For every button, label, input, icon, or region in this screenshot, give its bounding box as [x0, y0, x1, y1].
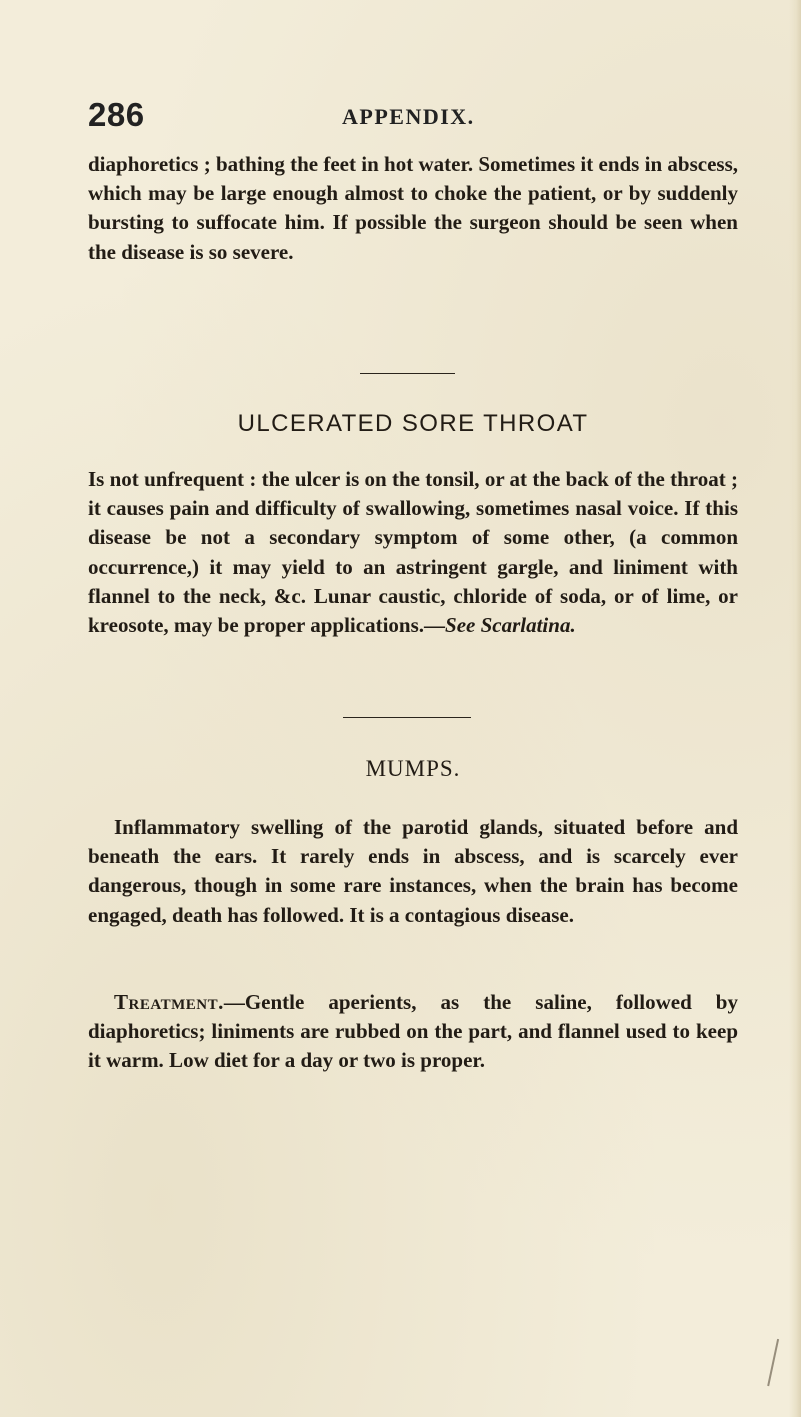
intro-paragraph: diaphoretics ; bathing the feet in hot water. Sometimes it ends in abscess, which may be large enough almost to choke the patient, or by suddenly bursting to suffocate him. If possible the surgeon should be seen when the disease is so severe. — [88, 152, 738, 264]
page-number: 286 — [88, 96, 145, 133]
running-title: APPENDIX. — [342, 104, 475, 129]
see-also-dash: — — [424, 613, 446, 638]
treatment-label: Treatment. — [114, 990, 224, 1014]
body-text: Is not unfrequent : the ulcer is on the tonsil, or at the back of the throat ; it causes pain and difficulty of swallowing, sometimes nasal voice. If this disease be not a secondary symptom of some other, (a common occurrence,) it may yield to an astringent gargle, and liniment with flannel to the neck, &c. Lunar caustic, chloride of soda, or of lime, or kreosote, may be proper applications. — [88, 467, 738, 638]
section-body-ulcerated-sore-throat — [88, 465, 738, 640]
page-edge — [789, 0, 801, 1417]
section-heading-mumps: MUMPS. — [365, 756, 461, 781]
section-heading-ulcerated-sore-throat: ULCERATED SORE THROAT — [237, 410, 589, 437]
see-also-reference: See Scarlatina. — [445, 613, 576, 638]
treatment-text: —Gentle aperients, as the saline, followed by diaphoretics; liniments are rubbed on the part, and flannel used to keep it warm. Low diet for a day or two is proper. — [88, 990, 738, 1073]
treatment-paragraph — [88, 988, 738, 1076]
section-divider — [343, 717, 471, 718]
running-head — [88, 96, 748, 136]
section-divider — [360, 373, 455, 374]
section-body-mumps: Inflammatory swelling of the parotid glands, situated before and beneath the ears. It rarely ends in abscess, and is scarcely ever dangerous, though in some rare instances, when the brain has become engaged, death has followed. It is a contagious disease. — [88, 815, 738, 927]
